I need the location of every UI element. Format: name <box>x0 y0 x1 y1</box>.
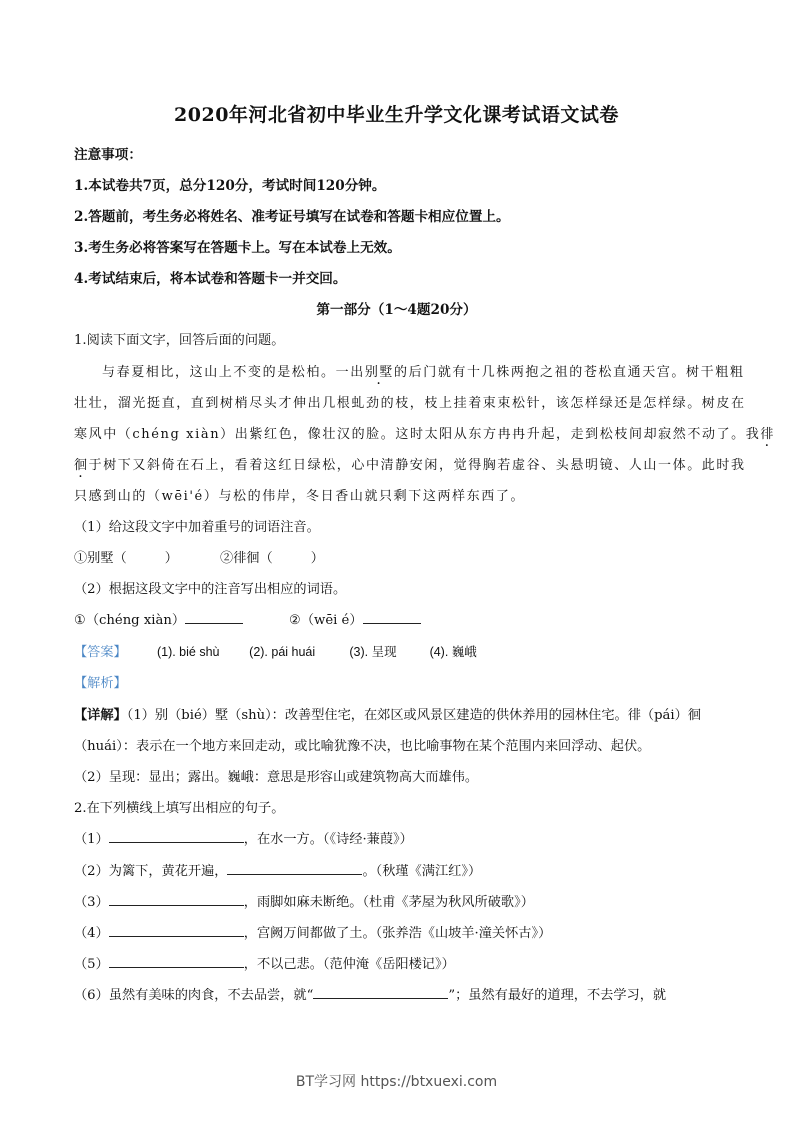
answer-blank[interactable] <box>109 830 244 843</box>
subquestion-2-items <box>74 609 421 628</box>
analysis-line: （huái）：表示在一个地方来回走动，或比喻犹豫不决，也比喻事物在某个范围内来回浮动、起伏。 <box>74 739 651 754</box>
notice-heading: 注意事项： <box>74 147 142 163</box>
passage-line <box>74 392 746 411</box>
passage-line <box>74 485 525 504</box>
subquestion-2-prompt: （2）根据这段文字中的注音写出相应的词语。 <box>74 582 347 597</box>
pinyin-item-close: ） <box>164 551 178 566</box>
fill-item <box>74 828 413 847</box>
fill-item <box>74 922 551 941</box>
notice-item: 4.考试结束后，将本试卷和答题卡一并交回。 <box>74 271 347 287</box>
passage-text: 壮壮，溜光挺直，直到树梢尽头才伸出几根虬劲的枝，枝上挂着束束松针，该怎样绿还是怎样绿。树皮在 <box>74 396 746 411</box>
answer-label: 【答案】 <box>74 645 127 660</box>
answer-blank[interactable] <box>109 924 244 937</box>
notice-item: 1.本试卷共7页，总分120分，考试时间120分钟。 <box>74 178 386 194</box>
fill-item-text: （2）为篱下，黄花开遍， <box>74 864 228 879</box>
fill-item-text: （5） <box>74 957 109 972</box>
fill-item-text: ，在水一方。（《诗经·蒹葭》） <box>243 832 413 847</box>
answer-blank[interactable] <box>313 986 448 999</box>
notice-item: 2.答题前，考生务必将姓名、准考证号填写在试卷和答题卡相应位置上。 <box>74 209 510 225</box>
word-item-label: ②（wēi é） <box>289 613 363 628</box>
answer-blank[interactable] <box>363 611 421 624</box>
fill-item-text: 。（秋瑾《满江红》） <box>362 864 482 879</box>
fill-item-text: （4） <box>74 926 109 941</box>
analysis-line: （2）呈现：显出；露出。巍峨：意思是形容山或建筑物高大而雄伟。 <box>74 770 479 785</box>
word-item-label: ①（chéng xiàn） <box>74 613 186 628</box>
answer-blank[interactable] <box>227 862 362 875</box>
answer-blank[interactable] <box>109 893 244 906</box>
answer-item: (3). 呈现 <box>349 645 397 659</box>
section-heading: 第一部分（1～4题20分） <box>316 302 477 318</box>
passage-text: 于树下又斜倚在石上，看着这红日绿松，心中清静安闲，觉得胸若虚谷、头悬明镜、人山一体。此时我 <box>88 458 746 473</box>
detail-label: 【详解】 <box>74 708 127 723</box>
passage-line <box>102 361 744 380</box>
fill-item <box>74 860 481 879</box>
passage-text: 寒风中（chéng xiàn）出紫红色，像壮汉的脸。这时太阳从东方冉冉升起，走到松枝间却寂然不动了。我 <box>74 427 761 442</box>
answer-item: (2). pái huái <box>249 645 316 659</box>
fill-item-text: （3） <box>74 895 109 910</box>
fill-item <box>74 953 455 972</box>
passage-text: 只感到山的（wēi'é）与松的伟岸，冬日香山就只剩下这两样东西了。 <box>74 489 526 504</box>
analysis-line <box>74 704 701 723</box>
notice-item: 3.考生务必将答案写在答题卡上。写在本试卷上无效。 <box>74 240 401 256</box>
fill-item <box>74 891 534 910</box>
fill-item-text: （1） <box>74 832 109 847</box>
analysis-label: 【解析】 <box>74 676 127 691</box>
fill-item-text: ，宫阙万间都做了土。（张养浩《山坡羊·潼关怀古》） <box>243 926 552 941</box>
analysis-text: （1）别（bié）墅（shù）：改善型住宅，在郊区或风景区建造的供休养用的园林住宅。徘（pái）徊 <box>126 708 701 723</box>
pinyin-item-label: ①别墅（ <box>74 551 127 566</box>
fill-item <box>74 984 666 1003</box>
footer-watermark: BT学习网 https://btxuexi.com <box>295 1074 498 1090</box>
pinyin-item-close: ） <box>310 551 324 566</box>
answer-row <box>74 641 477 660</box>
subquestion-1-prompt: （1）给这段文字中加着重号的词语注音。 <box>74 520 320 535</box>
question-1-prompt: 1.阅读下面文字，回答后面的问题。 <box>74 333 285 348</box>
passage-text: 的后门就有十几株两抱之祖的苍松直通天宫。树干粗粗 <box>394 365 745 380</box>
answer-item: (4). 巍峨 <box>429 645 477 659</box>
passage-text: 与春夏相比，这山上不变的是松柏。一出 <box>102 365 365 380</box>
subquestion-1-items <box>74 547 324 566</box>
page-title: 2020年河北省初中毕业生升学文化课考试语文试卷 <box>174 104 619 126</box>
answer-blank[interactable] <box>185 611 243 624</box>
passage-line <box>74 423 775 442</box>
emphasized-word: 别墅 <box>364 365 395 380</box>
answer-blank[interactable] <box>109 955 244 968</box>
fill-item-text: ，不以己悲。（范仲淹《岳阳楼记》） <box>243 957 455 972</box>
question-2-prompt: 2.在下列横线上填写出相应的句子。 <box>74 801 285 816</box>
emphasized-word: 徊 <box>74 458 89 473</box>
pinyin-item-label: ②徘徊（ <box>219 551 273 566</box>
fill-item-text: （6）虽然有美味的肉食，不去品尝，就“ <box>74 988 314 1003</box>
answer-item: (1). bié shù <box>156 645 220 659</box>
fill-item-text: ”；虽然有最好的道理，不去学习，就 <box>448 988 667 1003</box>
passage-line <box>74 454 746 473</box>
emphasized-word: 徘 <box>760 427 775 442</box>
fill-item-text: ，雨脚如麻未断绝。（杜甫《茅屋为秋风所破歌》） <box>243 895 534 910</box>
